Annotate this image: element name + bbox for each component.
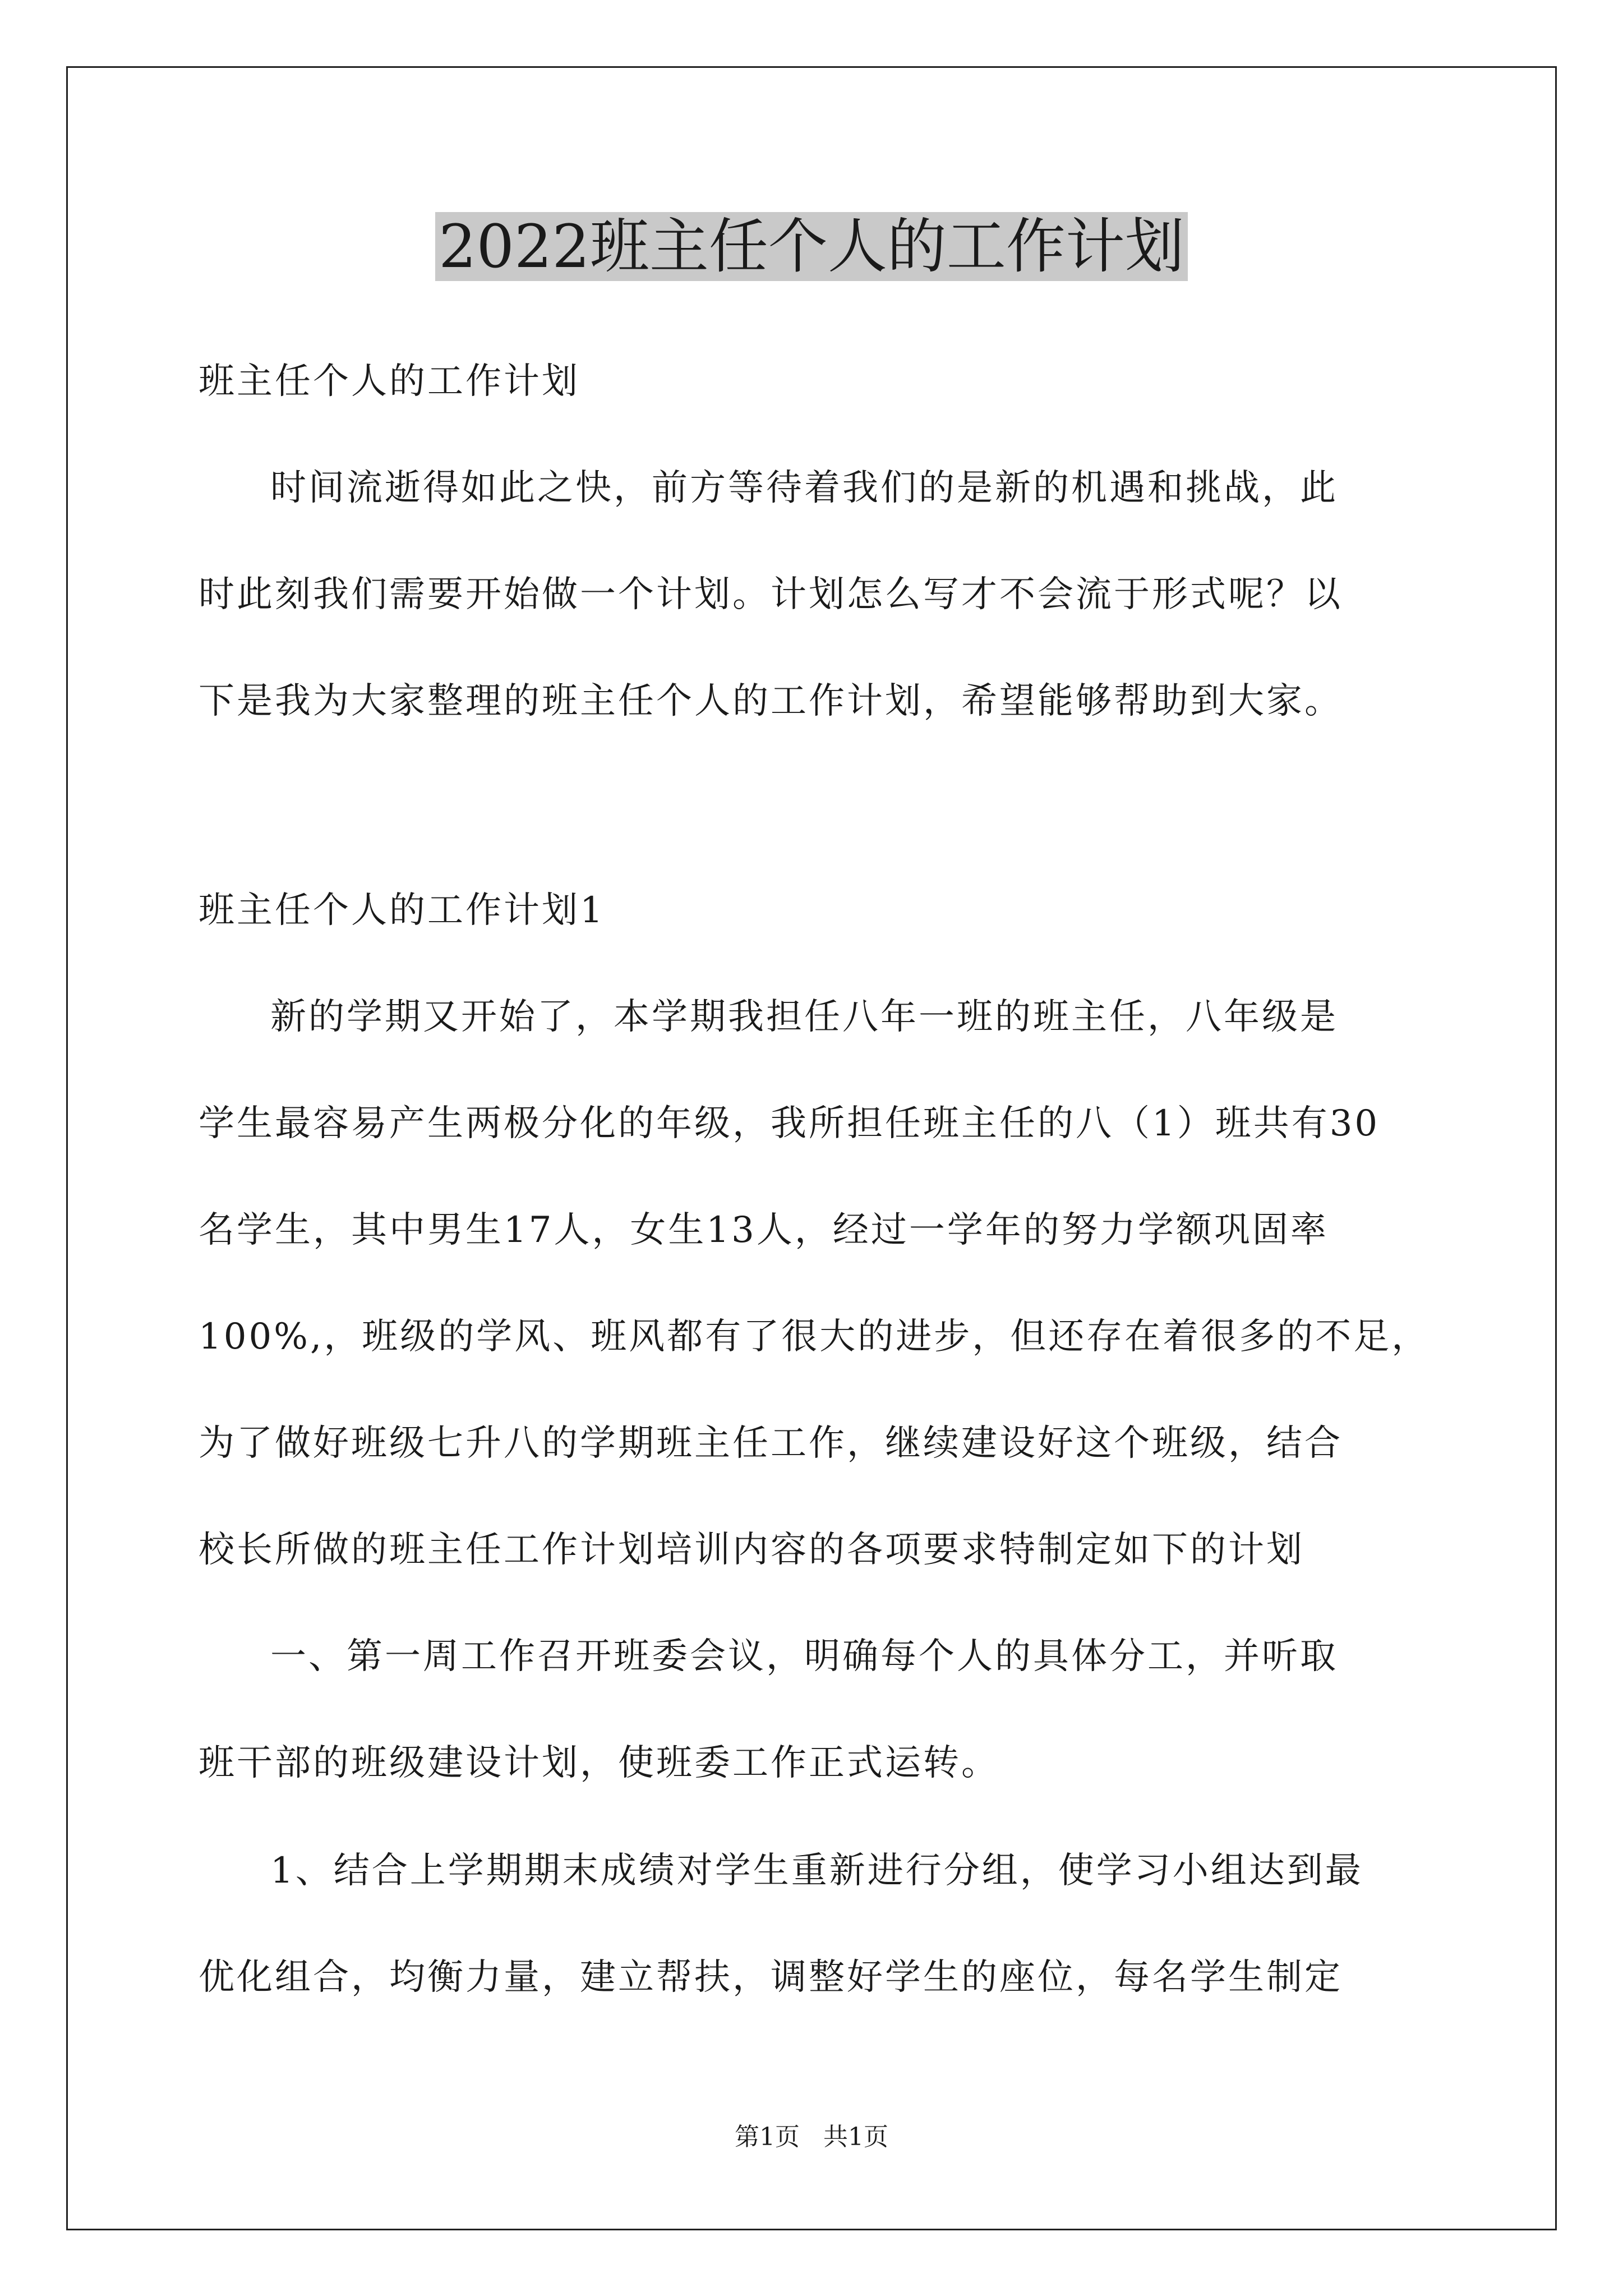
intro-line-3: 下是我为大家整理的班主任个人的工作计划，希望能够帮助到大家。 <box>199 680 1343 722</box>
intro-line-1: 时间流逝得如此之快，前方等待着我们的是新的机遇和挑战，此 <box>270 467 1338 509</box>
paragraph-1-line-5: 为了做好班级七升八的学期班主任工作，继续建设好这个班级，结合 <box>199 1423 1343 1464</box>
paragraph-2-line-2: 班干部的班级建设计划，使班委工作正式运转。 <box>199 1742 999 1784</box>
paragraph-1-line-6: 校长所做的班主任工作计划培训内容的各项要求特制定如下的计划 <box>199 1529 1304 1571</box>
section-heading-1-text: 班主任个人的工作计划 <box>199 361 580 402</box>
paragraph-2-line-1: 一、第一周工作召开班委会议，明确每个人的具体分工，并听取 <box>270 1636 1338 1677</box>
paragraph-1-line-2: 学生最容易产生两极分化的年级，我所担任班主任的八（1）班共有30 <box>199 1103 1380 1144</box>
paragraph-3 <box>199 1818 1427 2031</box>
paragraph-2 <box>199 1603 1427 1816</box>
intro-line-2: 时此刻我们需要开始做一个计划。计划怎么写才不会流于形式呢？以 <box>199 574 1343 615</box>
paragraph-1-line-3: 名学生，其中男生17人，女生13人，经过一学年的努力学额巩固率 <box>199 1209 1329 1251</box>
paragraph-3-line-2: 优化组合，均衡力量，建立帮扶，调整好学生的座位，每名学生制定 <box>199 1957 1343 1998</box>
document-title <box>0 208 1623 286</box>
page-footer: 第1页 共1页 <box>735 2123 888 2151</box>
paragraph-1-line-1: 新的学期又开始了，本学期我担任八年一班的班主任，八年级是 <box>270 996 1338 1038</box>
paragraph-1 <box>199 964 1430 1603</box>
section-heading-2 <box>199 857 1427 964</box>
section-heading-2-text: 班主任个人的工作计划1 <box>199 890 605 931</box>
document-title-text: 2022班主任个人的工作计划 <box>435 212 1188 281</box>
paragraph-1-line-4: 100%,，班级的学风、班风都有了很大的进步，但还存在着很多的不足， <box>199 1316 1430 1358</box>
section-heading-1 <box>199 328 1427 435</box>
paragraph-3-line-1: 1、结合上学期期末成绩对学生重新进行分组，使学习小组达到最 <box>270 1850 1363 1892</box>
intro-paragraph <box>199 435 1427 754</box>
